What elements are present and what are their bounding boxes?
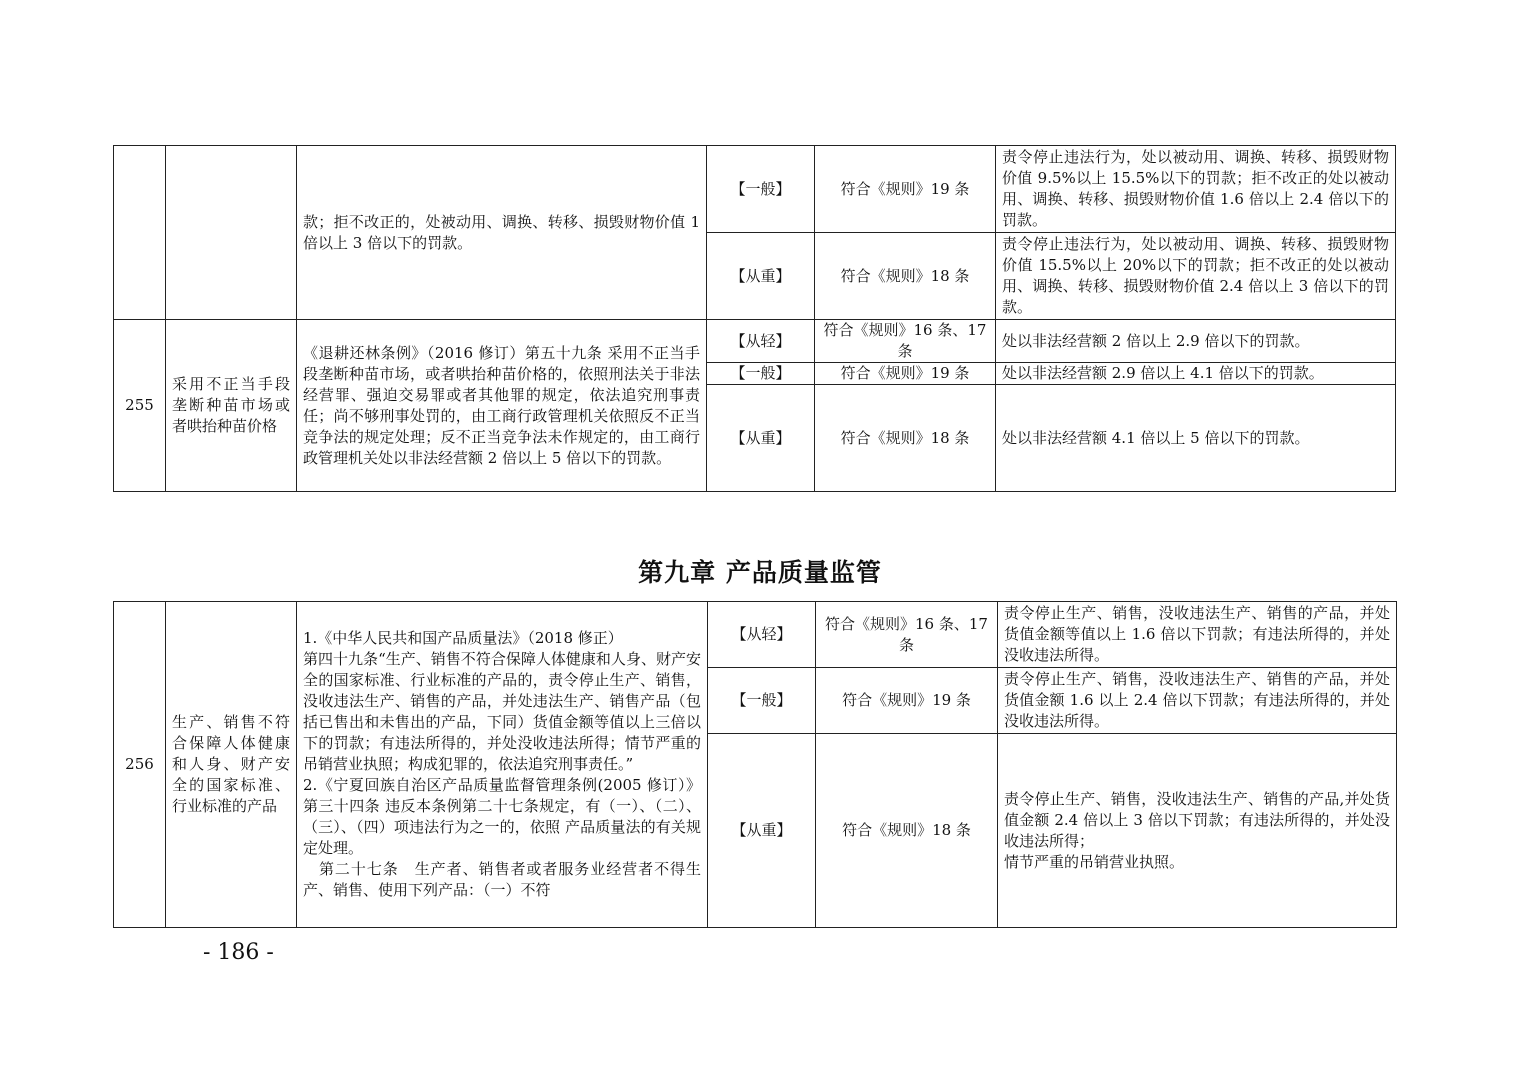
penalty-cell: 责令停止生产、销售，没收违法生产、销售的产品，并处货值金额 1.6 以上 2.4 倍以下罚款；有违法所得的，并处没收违法所得。 <box>998 668 1397 734</box>
violation-item: 采用不正当手段垄断种苗市场或者哄抬种苗价格 <box>166 320 297 492</box>
penalty-cell: 处以非法经营额 2 倍以上 2.9 倍以下的罚款。 <box>996 320 1396 363</box>
penalty-cell: 处以非法经营额 2.9 倍以上 4.1 倍以下的罚款。 <box>996 363 1396 385</box>
penalty-cell: 责令停止生产、销售，没收违法生产、销售的产品，并处货值金额等值以上 1.6 倍以下罚款；有违法所得的，并处没收违法所得。 <box>998 602 1397 668</box>
rule-cell: 符合《规则》19 条 <box>816 668 998 734</box>
rule-cell: 符合《规则》16 条、17 条 <box>815 320 996 363</box>
rule-cell: 符合《规则》18 条 <box>815 233 996 320</box>
level-cell: 【从重】 <box>707 233 815 320</box>
rule-cell: 符合《规则》18 条 <box>815 385 996 492</box>
level-cell: 【从重】 <box>708 734 816 928</box>
level-cell: 【一般】 <box>708 668 816 734</box>
rule-cell: 符合《规则》16 条、17 条 <box>816 602 998 668</box>
basis-line: 2.《宁夏回族自治区产品质量监督管理条例(2005 修订）》第三十四条 违反本条例第二十七条规定，有（一）、（二）、（三）、（四）项违法行为之一的，依照 产品质量法的有关规定处理。 <box>303 776 701 857</box>
level-cell: 【从重】 <box>707 385 815 492</box>
penalty-line: 情节严重的吊销营业执照。 <box>1004 852 1185 871</box>
basis-line: 第四十九条“生产、销售不符合保障人体健康和人身、财产安全的国家标准、行业标准的产品的，责令停止生产、销售，没收违法生产、销售的产品，并处违法生产、销售产品（包括已售出和未售出的产品，下同）货值金额等值以上三倍以下的罚款；有违法所得的，并处没收违法所得；情节严重的吊销营业执照；构成犯罪的，依法追究刑事责任。” <box>303 650 701 773</box>
penalty-table-upper <box>113 145 1396 492</box>
level-cell: 【从轻】 <box>707 320 815 363</box>
legal-basis-cell <box>297 602 708 928</box>
level-cell: 【从轻】 <box>708 602 816 668</box>
penalty-cell <box>998 734 1397 928</box>
rule-cell: 符合《规则》19 条 <box>815 146 996 233</box>
violation-item: 生产、销售不符合保障人体健康和人身、财产安全的国家标准、行业标准的产品 <box>166 602 297 928</box>
penalty-cell: 责令停止违法行为，处以被动用、调换、转移、损毁财物价值 15.5%以上 20%以下的罚款；拒不改正的处以被动用、调换、转移、损毁财物价值 2.4 倍以上 3 倍以下的罚款。 <box>996 233 1396 320</box>
item-number: 255 <box>114 320 166 492</box>
level-cell: 【一般】 <box>707 146 815 233</box>
basis-line: 1.《中华人民共和国产品质量法》（2018 修正） <box>303 629 623 647</box>
rule-cell: 符合《规则》18 条 <box>816 734 998 928</box>
penalty-cell: 处以非法经营额 4.1 倍以上 5 倍以下的罚款。 <box>996 385 1396 492</box>
chapter-title: 第九章 产品质量监管 <box>638 558 882 587</box>
penalty-cell: 责令停止违法行为，处以被动用、调换、转移、损毁财物价值 9.5%以上 15.5%以下的罚款；拒不改正的处以被动用、调换、转移、损毁财物价值 1.6 倍以上 2.4 倍以下的罚款。 <box>996 146 1396 233</box>
cell-num-empty <box>114 146 166 320</box>
page-number: - 186 - <box>203 940 274 965</box>
penalty-table-lower <box>113 601 1397 928</box>
basis-line: 第二十七条 生产者、销售者或者服务业经营者不得生产、销售、使用下列产品：（一）不符 <box>303 860 701 899</box>
item-number: 256 <box>114 602 166 928</box>
level-cell: 【一般】 <box>707 363 815 385</box>
cell-item-empty <box>166 146 297 320</box>
legal-basis-cell: 款；拒不改正的，处被动用、调换、转移、损毁财物价值 1 倍以上 3 倍以下的罚款。 <box>297 146 707 320</box>
penalty-line: 责令停止生产、销售，没收违法生产、销售的产品,并处货值金额 2.4 倍以上 3 倍以下罚款；有违法所得的，并处没收违法所得； <box>1004 789 1390 850</box>
legal-basis-cell: 《退耕还林条例》（2016 修订）第五十九条 采用不正当手段垄断种苗市场，或者哄抬种苗价格的，依照刑法关于非法经营罪、强迫交易罪或者其他罪的规定，依法追究刑事责任；尚不够刑事处罚的，由工商行政管理机关依照反不正当竞争法的规定处理；反不正当竞争法未作规定的，由工商行政管理机关处以非法经营额 2 倍以上 5 倍以下的罚款。 <box>297 320 707 492</box>
rule-cell: 符合《规则》19 条 <box>815 363 996 385</box>
